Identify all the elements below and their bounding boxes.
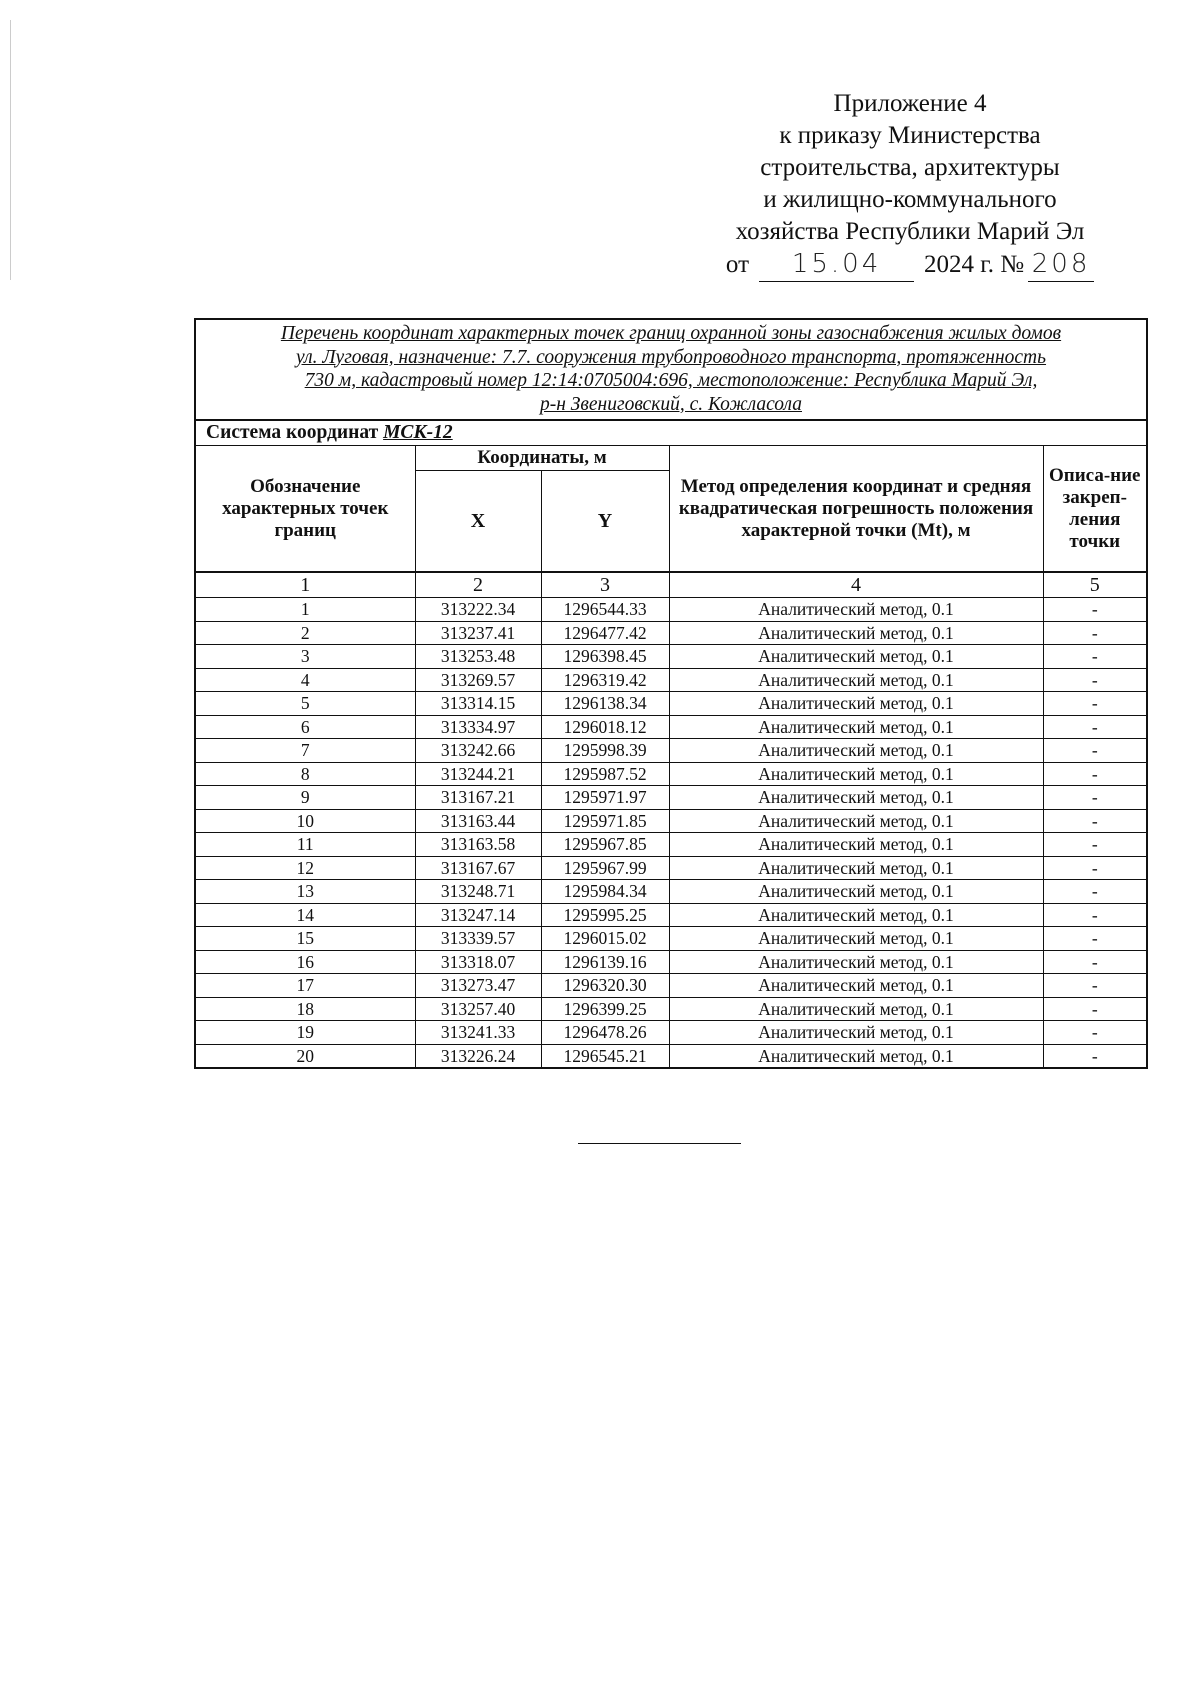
header-line: к приказу Министерства (779, 122, 1041, 149)
description-cell: - (1043, 833, 1146, 857)
x-coordinate-cell: 313167.21 (415, 786, 541, 810)
document-header (690, 88, 1130, 282)
x-coordinate-cell: 313222.34 (415, 598, 541, 622)
point-number-cell: 20 (196, 1044, 415, 1067)
column-number: 3 (541, 572, 669, 598)
x-coordinate-cell: 313314.15 (415, 692, 541, 716)
method-cell: Аналитический метод, 0.1 (669, 645, 1043, 669)
method-cell: Аналитический метод, 0.1 (669, 833, 1043, 857)
description-cell: - (1043, 997, 1146, 1021)
order-date-blank (759, 248, 914, 282)
method-cell: Аналитический метод, 0.1 (669, 997, 1043, 1021)
y-coordinate-cell: 1295967.99 (541, 856, 669, 880)
x-coordinate-cell: 313167.67 (415, 856, 541, 880)
description-cell: - (1043, 1021, 1146, 1045)
table-row (196, 833, 1146, 857)
x-coordinate-cell: 313339.57 (415, 927, 541, 951)
method-cell: Аналитический метод, 0.1 (669, 974, 1043, 998)
table-body (196, 598, 1146, 1068)
table-caption (196, 320, 1146, 421)
method-cell: Аналитический метод, 0.1 (669, 880, 1043, 904)
y-coordinate-cell: 1295971.97 (541, 786, 669, 810)
header-line: и жилищно-коммунального (763, 186, 1057, 213)
header-y: Y (541, 471, 669, 573)
y-coordinate-cell: 1296544.33 (541, 598, 669, 622)
y-coordinate-cell: 1296138.34 (541, 692, 669, 716)
header-method: Метод определения координат и средняя квадратическая погрешность положения характерной точки (Mt), м (669, 446, 1043, 572)
header-points: Обозначение характерных точек границ (196, 446, 415, 572)
description-cell: - (1043, 1044, 1146, 1067)
table-row (196, 903, 1146, 927)
coordinate-system-value: МСК-12 (383, 422, 453, 443)
point-number-cell: 2 (196, 621, 415, 645)
table-row (196, 668, 1146, 692)
table-row (196, 786, 1146, 810)
x-coordinate-cell: 313253.48 (415, 645, 541, 669)
number-sign: № (1000, 251, 1025, 278)
order-number: 208 (1031, 249, 1091, 279)
description-cell: - (1043, 927, 1146, 951)
method-cell: Аналитический метод, 0.1 (669, 1044, 1043, 1067)
description-cell: - (1043, 786, 1146, 810)
caption-line: ул. Луговая, назначение: 7.7. сооружения трубопроводного транспорта, протяженность (295, 346, 1047, 368)
table-row (196, 809, 1146, 833)
description-cell: - (1043, 880, 1146, 904)
y-coordinate-cell: 1295984.34 (541, 880, 669, 904)
y-coordinate-cell: 1295987.52 (541, 762, 669, 786)
point-number-cell: 8 (196, 762, 415, 786)
point-number-cell: 4 (196, 668, 415, 692)
from-label: от (725, 251, 750, 278)
table-row (196, 715, 1146, 739)
y-coordinate-cell: 1296320.30 (541, 974, 669, 998)
method-cell: Аналитический метод, 0.1 (669, 950, 1043, 974)
x-coordinate-cell: 313163.44 (415, 809, 541, 833)
point-number-cell: 16 (196, 950, 415, 974)
header-line: строительства, архитектуры (760, 154, 1060, 181)
coordinate-system-label: Система координат (206, 422, 379, 443)
coordinate-system-row (196, 421, 1146, 446)
order-number-blank (1028, 248, 1094, 282)
table-row (196, 645, 1146, 669)
caption-line: Перечень координат характерных точек границ охранной зоны газоснабжения жилых домов (280, 323, 1062, 344)
method-cell: Аналитический метод, 0.1 (669, 856, 1043, 880)
table-row (196, 880, 1146, 904)
caption-line: р-н Звениговский, с. Кожласола (539, 393, 802, 415)
method-cell: Аналитический метод, 0.1 (669, 809, 1043, 833)
y-coordinate-cell: 1296018.12 (541, 715, 669, 739)
description-cell: - (1043, 645, 1146, 669)
table-row (196, 997, 1146, 1021)
description-cell: - (1043, 598, 1146, 622)
x-coordinate-cell: 313242.66 (415, 739, 541, 763)
column-number: 2 (415, 572, 541, 598)
y-coordinate-cell: 1296399.25 (541, 997, 669, 1021)
description-cell: - (1043, 762, 1146, 786)
point-number-cell: 3 (196, 645, 415, 669)
order-year: 2024 г. (924, 251, 994, 278)
order-date-line (690, 248, 1130, 282)
point-number-cell: 19 (196, 1021, 415, 1045)
table-row (196, 927, 1146, 951)
column-number-row (196, 572, 1146, 598)
description-cell: - (1043, 739, 1146, 763)
table-row (196, 1021, 1146, 1045)
point-number-cell: 5 (196, 692, 415, 716)
y-coordinate-cell: 1295971.85 (541, 809, 669, 833)
y-coordinate-cell: 1296477.42 (541, 621, 669, 645)
column-number: 4 (669, 572, 1043, 598)
table-row (196, 950, 1146, 974)
description-cell: - (1043, 809, 1146, 833)
scan-edge-mark (10, 20, 11, 280)
table-row (196, 762, 1146, 786)
header-x: X (415, 471, 541, 573)
point-number-cell: 10 (196, 809, 415, 833)
y-coordinate-cell: 1295995.25 (541, 903, 669, 927)
x-coordinate-cell: 313247.14 (415, 903, 541, 927)
method-cell: Аналитический метод, 0.1 (669, 598, 1043, 622)
method-cell: Аналитический метод, 0.1 (669, 1021, 1043, 1045)
point-number-cell: 14 (196, 903, 415, 927)
point-number-cell: 6 (196, 715, 415, 739)
y-coordinate-cell: 1296139.16 (541, 950, 669, 974)
column-number: 1 (196, 572, 415, 598)
point-number-cell: 12 (196, 856, 415, 880)
point-number-cell: 7 (196, 739, 415, 763)
x-coordinate-cell: 313244.21 (415, 762, 541, 786)
method-cell: Аналитический метод, 0.1 (669, 715, 1043, 739)
header-line: Приложение 4 (833, 90, 987, 117)
description-cell: - (1043, 668, 1146, 692)
header-description: Описа-ние закреп-ления точки (1043, 446, 1146, 572)
header-coordinates: Координаты, м (415, 446, 669, 471)
x-coordinate-cell: 313273.47 (415, 974, 541, 998)
method-cell: Аналитический метод, 0.1 (669, 786, 1043, 810)
point-number-cell: 15 (196, 927, 415, 951)
x-coordinate-cell: 313318.07 (415, 950, 541, 974)
column-number: 5 (1043, 572, 1146, 598)
x-coordinate-cell: 313334.97 (415, 715, 541, 739)
x-coordinate-cell: 313226.24 (415, 1044, 541, 1067)
coordinates-table (196, 446, 1146, 1067)
y-coordinate-cell: 1296398.45 (541, 645, 669, 669)
end-divider (578, 1143, 741, 1144)
caption-line: 730 м, кадастровый номер 12:14:0705004:696, местоположение: Республика Марий Эл, (304, 370, 1038, 391)
description-cell: - (1043, 621, 1146, 645)
y-coordinate-cell: 1296478.26 (541, 1021, 669, 1045)
order-date: 15.04 (791, 249, 882, 279)
x-coordinate-cell: 313248.71 (415, 880, 541, 904)
y-coordinate-cell: 1295967.85 (541, 833, 669, 857)
method-cell: Аналитический метод, 0.1 (669, 621, 1043, 645)
y-coordinate-cell: 1295998.39 (541, 739, 669, 763)
y-coordinate-cell: 1296319.42 (541, 668, 669, 692)
table-row (196, 1044, 1146, 1067)
header-line: хозяйства Республики Марий Эл (735, 218, 1085, 245)
point-number-cell: 17 (196, 974, 415, 998)
description-cell: - (1043, 950, 1146, 974)
y-coordinate-cell: 1296015.02 (541, 927, 669, 951)
x-coordinate-cell: 313257.40 (415, 997, 541, 1021)
table-row (196, 974, 1146, 998)
x-coordinate-cell: 313163.58 (415, 833, 541, 857)
point-number-cell: 11 (196, 833, 415, 857)
method-cell: Аналитический метод, 0.1 (669, 692, 1043, 716)
method-cell: Аналитический метод, 0.1 (669, 927, 1043, 951)
y-coordinate-cell: 1296545.21 (541, 1044, 669, 1067)
description-cell: - (1043, 715, 1146, 739)
description-cell: - (1043, 974, 1146, 998)
point-number-cell: 18 (196, 997, 415, 1021)
method-cell: Аналитический метод, 0.1 (669, 739, 1043, 763)
point-number-cell: 13 (196, 880, 415, 904)
point-number-cell: 9 (196, 786, 415, 810)
coordinates-table-block (194, 318, 1148, 1069)
table-row (196, 621, 1146, 645)
x-coordinate-cell: 313237.41 (415, 621, 541, 645)
method-cell: Аналитический метод, 0.1 (669, 668, 1043, 692)
table-row (196, 739, 1146, 763)
method-cell: Аналитический метод, 0.1 (669, 762, 1043, 786)
description-cell: - (1043, 856, 1146, 880)
table-row (196, 598, 1146, 622)
method-cell: Аналитический метод, 0.1 (669, 903, 1043, 927)
description-cell: - (1043, 692, 1146, 716)
x-coordinate-cell: 313269.57 (415, 668, 541, 692)
table-row (196, 692, 1146, 716)
point-number-cell: 1 (196, 598, 415, 622)
x-coordinate-cell: 313241.33 (415, 1021, 541, 1045)
description-cell: - (1043, 903, 1146, 927)
table-row (196, 856, 1146, 880)
